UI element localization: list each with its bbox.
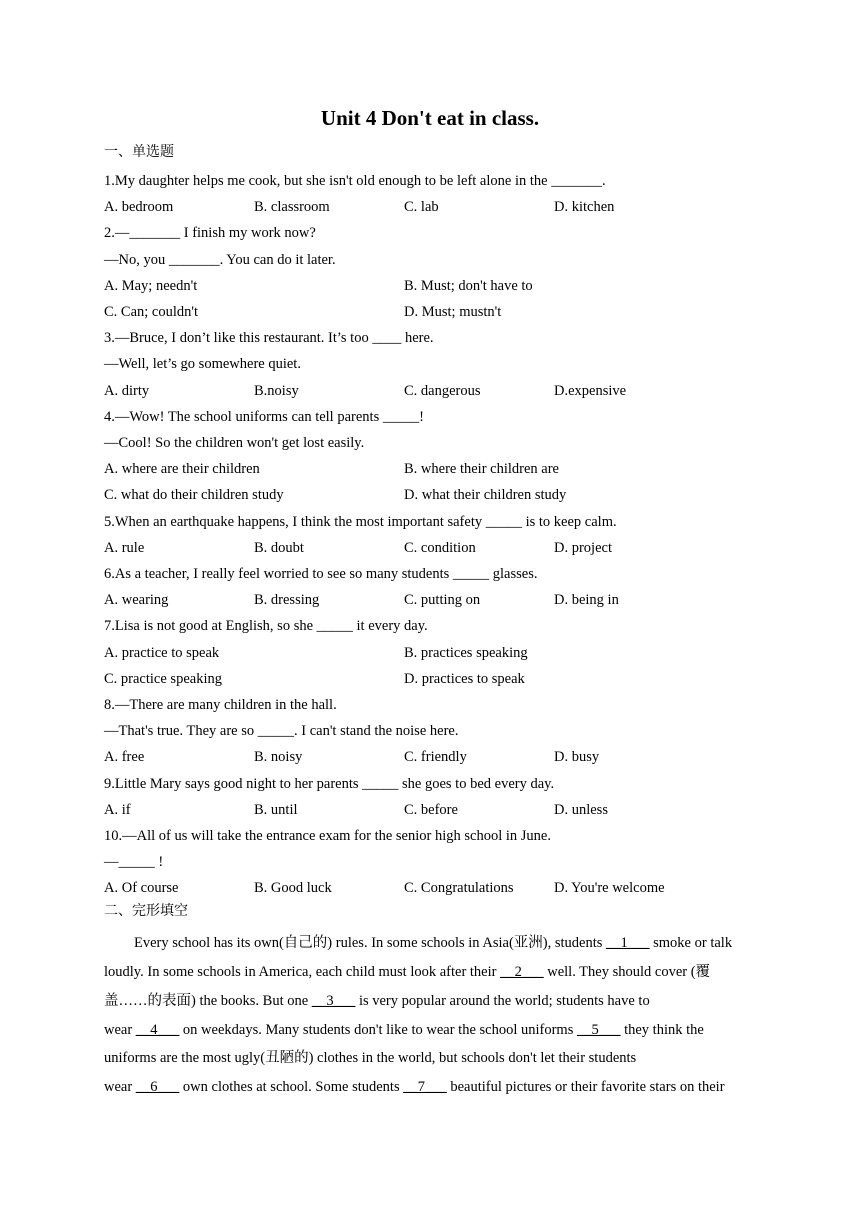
passage-text: uniforms are the most ugly(丑陋的) clothes in the world, but schools don't let their students — [104, 1050, 637, 1066]
question-6-option: A. wearing — [104, 592, 169, 609]
passage-line — [104, 1021, 764, 1039]
question-8-option: D. busy — [554, 749, 600, 766]
question-2-option: A. May; needn't — [104, 277, 198, 294]
question-7-option: C. practice speaking — [104, 670, 222, 687]
page-title: Unit 4 Don't eat in class. — [320, 106, 540, 130]
passage-text: own clothes at school. Some students — [179, 1079, 404, 1095]
question-1-option: C. lab — [404, 199, 439, 216]
question-4-option: C. what do their children study — [104, 487, 284, 504]
question-5-option: A. rule — [104, 539, 145, 556]
question-8-option: A. free — [104, 749, 145, 766]
question-2-text-line: 2.—_______ I finish my work now? — [104, 225, 316, 242]
question-7-text-line: 7.Lisa is not good at English, so she _____ it every day. — [104, 618, 428, 635]
question-9-option: B. until — [254, 801, 298, 818]
question-5-option: B. doubt — [254, 539, 304, 556]
passage-line — [134, 934, 794, 952]
question-4-option: D. what their children study — [404, 487, 567, 504]
passage-text: beautiful pictures or their favorite stars on their — [446, 1079, 725, 1095]
question-5-option: C. condition — [404, 539, 476, 556]
question-3-text-line: —Well, let’s go somewhere quiet. — [104, 356, 301, 373]
question-9-option: D. unless — [554, 801, 608, 818]
question-3-option: C. dangerous — [404, 382, 481, 399]
question-3-option: D.expensive — [554, 382, 627, 399]
question-10-text-line: 10.—All of us will take the entrance exam for the senior high school in June. — [104, 828, 551, 844]
passage-text: wear — [104, 1079, 136, 1095]
question-4-option: A. where are their children — [104, 461, 260, 478]
question-6-option: D. being in — [554, 592, 619, 609]
question-9-option: A. if — [104, 801, 131, 818]
passage-text: is very popular around the world; students have to — [355, 993, 650, 1009]
question-6-option: B. dressing — [254, 592, 320, 609]
question-3-option: A. dirty — [104, 382, 150, 399]
question-10-option: B. Good luck — [254, 880, 332, 897]
question-5-text-line: 5.When an earthquake happens, I think the most important safety _____ is to keep calm. — [104, 513, 617, 530]
passage-text: they think the — [620, 1022, 704, 1038]
question-6-option: C. putting on — [404, 592, 481, 609]
question-1-option: B. classroom — [254, 199, 330, 216]
question-9-option: C. before — [404, 801, 458, 818]
cloze-blank: __4___ — [135, 1022, 180, 1038]
passage-line — [104, 1078, 764, 1096]
passage-line — [104, 963, 764, 981]
question-10-option: C. Congratulations — [404, 880, 514, 897]
question-7-option: B. practices speaking — [404, 644, 528, 661]
question-2-option: B. Must; don't have to — [404, 277, 533, 294]
question-7-option: A. practice to speak — [104, 644, 220, 661]
question-8-text-line: 8.—There are many children in the hall. — [104, 697, 337, 713]
passage-text: on weekdays. Many students don't like to wear the school uniforms — [179, 1022, 577, 1038]
cloze-blank: __6___ — [135, 1079, 180, 1095]
question-4-text-line: —Cool! So the children won't get lost easily. — [104, 435, 365, 451]
passage-text: smoke or talk — [649, 935, 733, 951]
passage-text: 盖……的表面) the books. But one — [104, 993, 312, 1009]
passage-line — [104, 1049, 764, 1067]
question-10-text-line: —_____ ! — [104, 854, 164, 871]
question-3-text-line: 3.—Bruce, I don’t like this restaurant. It’s too ____ here. — [104, 330, 434, 347]
question-4-option: B. where their children are — [404, 461, 559, 478]
question-1-option: A. bedroom — [104, 199, 174, 216]
question-5-option: D. project — [554, 539, 612, 556]
question-10-option: A. Of course — [104, 880, 179, 897]
section-heading-cloze: 二、完形填空 — [104, 902, 188, 919]
passage-text: wear — [104, 1022, 136, 1038]
cloze-blank: __5___ — [576, 1022, 621, 1038]
passage-text: well. They should cover (覆 — [543, 964, 711, 980]
question-1-option: D. kitchen — [554, 199, 615, 216]
cloze-blank: __1___ — [606, 935, 650, 951]
passage-text: Every school has its own(自己的) rules. In some schools in Asia(亚洲), students — [134, 935, 607, 951]
cloze-blank: __7___ — [403, 1079, 447, 1095]
passage-line — [104, 992, 764, 1010]
question-8-option: C. friendly — [404, 749, 467, 766]
section-heading-single-choice: 一、单选题 — [104, 144, 174, 160]
passage-text: loudly. In some schools in America, each child must look after their — [104, 964, 501, 980]
question-2-option: C. Can; couldn't — [104, 304, 199, 320]
question-1-text-line: 1.My daughter helps me cook, but she isn't old enough to be left alone in the _______. — [104, 173, 606, 189]
question-3-option: B.noisy — [254, 382, 299, 399]
question-2-option: D. Must; mustn't — [404, 304, 502, 320]
cloze-blank: __2___ — [500, 964, 544, 980]
question-10-option: D. You're welcome — [554, 880, 665, 897]
question-8-text-line: —That's true. They are so _____. I can't stand the noise here. — [104, 723, 459, 740]
question-9-text-line: 9.Little Mary says good night to her parents _____ she goes to bed every day. — [104, 775, 555, 792]
question-6-text-line: 6.As a teacher, I really feel worried to see so many students _____ glasses. — [104, 566, 538, 582]
question-4-text-line: 4.—Wow! The school uniforms can tell parents _____! — [104, 408, 424, 425]
question-7-option: D. practices to speak — [404, 670, 525, 687]
cloze-blank: __3___ — [311, 993, 356, 1009]
question-2-text-line: —No, you _______. You can do it later. — [104, 251, 336, 268]
question-8-option: B. noisy — [254, 749, 303, 766]
